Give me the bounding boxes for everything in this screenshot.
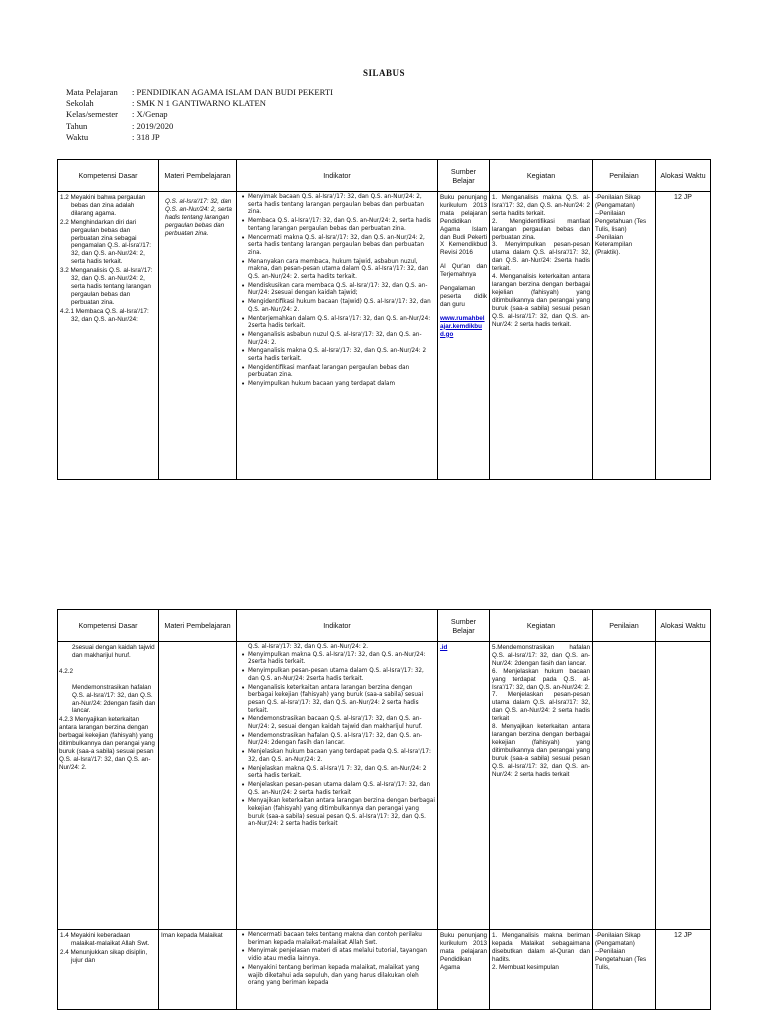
- kd-item: 2.2 Menghindarkan diri dari pergaulan bebas dan perbuatan zina sebagai pengamalan Q.S. al-Isra'/17: 32, dan Q.S. an-Nur/24: 2, serta hadis terkait.: [60, 218, 151, 266]
- penilaian-cell: [593, 642, 656, 930]
- indikator-list: [239, 652, 435, 829]
- table-row: [58, 642, 711, 930]
- kd-item: 1.2 Meyakini bahwa pergaulan bebas dan zina adalah dilarang agama.: [60, 194, 146, 217]
- kegiatan-item: 2. Mengidentifikasi manfaat larangan pergaulan bebas dan perbuatan zina.: [492, 217, 590, 241]
- header-materi: Materi Pembelajaran: [159, 160, 237, 192]
- sumber-link[interactable]: www.rumahbelajar.kemdikbud.go: [440, 314, 485, 338]
- meta-row: [66, 87, 333, 98]
- kegiatan-cell: [490, 930, 593, 1010]
- list-item: • Mengidentifikasi hukum bacaan (tajwid) Q.S. al-Isra'/17: 32, dan Q.S. an-Nur/24: 2.: [248, 299, 435, 314]
- kd-item: 4.2.1 Membaca Q.S. al-Isra'/17: 32, dan Q.S. an-Nur/24:: [60, 307, 149, 323]
- header-alokasi-waktu: Alokasi Waktu: [656, 610, 711, 642]
- kd-item: 1.4 Meyakini keberadaan malaikat-malaikat Allah Swt.: [60, 932, 150, 947]
- kegiatan-item: 5.Mendemonstrasikan hafalan Q.S. al-Isra'/17: 32, dan Q.S. an-Nur/24: 2dengan fasih dan lancar.: [492, 644, 590, 667]
- header-kompetensi-dasar: Kompetensi Dasar: [58, 610, 159, 642]
- list-item: • Menganalisis asbabun nuzul Q.S. al-Isra'/17: 32, dan Q.S. an-Nur/24: 2.: [248, 332, 435, 347]
- header-sumber-belajar: Sumber Belajar: [438, 610, 490, 642]
- header-kegiatan: Kegiatan: [490, 610, 593, 642]
- meta-row: [66, 98, 333, 109]
- list-item: • Mendemonstrasikan hafalan Q.S. al-Isra'/17: 32, dan Q.S. an-Nur/24: 2dengan fasih dan lancar.: [248, 733, 435, 748]
- meta-key: Sekolah: [66, 98, 94, 109]
- header-alokasi-waktu: Alokasi Waktu: [656, 160, 711, 192]
- indikator-cell: [237, 930, 438, 1010]
- list-item: • Menyimpulkan hukum bacaan yang terdapat dalam: [248, 381, 435, 389]
- document-meta: [66, 87, 333, 143]
- list-item: • Menyimpulkan pesan-pesan utama dalam Q.S. al-Isra'/17: 32, dan Q.S. an-Nur/24: 2serta hadis terkait.: [248, 668, 435, 683]
- list-item: • Menyajikan keterkaitan antara larangan berzina dengan berbagai kekejian (fahisyah) yang ditimbulkannya dan perangai yang buruk (saa-a sabila) sesuai pesan Q.S. al-Isra'/17: 32, dan Q.S. an-Nur/24: 2 serta hadis terkait: [248, 798, 435, 829]
- meta-value: : SMK N 1 GANTIWARNO KLATEN: [132, 98, 266, 109]
- syllabus-table-2: [57, 609, 711, 1010]
- header-kompetensi-dasar: Kompetensi Dasar: [58, 160, 159, 192]
- kd-item: 2.4 Menunjukkan sikap disiplin, jujur dan: [60, 948, 148, 964]
- list-item: • Menjelaskan makna Q.S. al-Isra'/1 7: 32, dan Q.S. an-Nur/24: 2 serta hadis terkait.: [248, 766, 435, 781]
- table-row: [58, 192, 711, 480]
- sumber-item: Al Qur'an dan Terjemahnya: [440, 263, 487, 279]
- list-item: • Mencermati makna Q.S. al-Isra'/17: 32, dan Q.S. an-Nur/24: 2, serta hadis tentang larangan pergaulan bebas dan perbuatan zina.: [248, 235, 435, 258]
- header-indikator: Indikator: [237, 610, 438, 642]
- kd-cell: [58, 930, 159, 1010]
- meta-key: Waktu: [66, 131, 89, 142]
- materi-cell: Q.S. al-Isra'/17: 32, dan Q.S. an-Nur/24: 2, serta hadis tentang larangan pergaulan bebas dan perbuatan zina.: [159, 192, 237, 480]
- kegiatan-item: 7. Menjelaskan pesan-pesan utama dalam Q.S. al-Isra'/17: 32, dan Q.S. an-Nur/24: 2 serta hadis terkait: [492, 691, 590, 723]
- penilaian-item: -Penilaian Sikap (Pengamatan): [595, 194, 641, 209]
- document-title: SILABUS: [362, 68, 406, 78]
- meta-value: : X/Genap: [132, 109, 168, 120]
- materi-cell: [159, 642, 237, 930]
- penilaian-item: --Penilaian Pengetahuan (Tes Tulis,: [595, 947, 647, 971]
- indikator-list: [239, 194, 435, 389]
- list-item: • Menyimpulkan makna Q.S. al-Isra'/17: 32, dan Q.S. an-Nur/24: 2serta hadis terkait.: [248, 652, 435, 667]
- list-item: • Membaca Q.S. al-Isra'/17: 32, dan Q.S. an-Nur/24: 2, serta hadis tentang larangan pergaulan bebas dan perbuatan zina.: [248, 218, 435, 233]
- list-item: • Mencermati bacaan teks tentang makna dan contoh perilaku beriman kepada malaikat-malaikat Allah Swt.: [248, 932, 435, 947]
- sumber-link[interactable]: .id: [440, 644, 448, 651]
- list-item: • Menjelaskan pesan-pesan utama dalam Q.S. al-Isra'/17: 32, dan Q.S. an-Nur/24: 2 serta hadis terkait: [248, 782, 435, 797]
- materi-cell: Iman kepada Malaikat: [159, 930, 237, 1010]
- table-header-row: [58, 610, 711, 642]
- header-sumber-belajar: Sumber Belajar: [438, 160, 490, 192]
- header-indikator: Indikator: [237, 160, 438, 192]
- penilaian-item: --Penilaian Pengetahuan (Tes Tulis, lisan): [595, 209, 647, 233]
- list-item: • Menyimak penjelasan materi di atas melalui tutorial, tayangan vidio atau media lainnya.: [248, 948, 435, 963]
- indikator-list: [239, 932, 435, 988]
- kd-item: Mendemonstrasikan hafalan Q.S. al-Isra'/17: 32, dan Q.S. an-Nur/24: 2dengan fasih dan lancar.: [72, 683, 156, 715]
- indikator-cell: [237, 192, 438, 480]
- sumber-cell: [438, 192, 490, 480]
- syllabus-table-1: [57, 159, 711, 480]
- sumber-item: Buku penunjang kurikulum 2013 mata pelajaran Pendidikan Agama: [440, 932, 487, 971]
- kd-item: 4.2.2: [59, 667, 74, 675]
- meta-value: : 318 JP: [132, 131, 160, 142]
- meta-row: [66, 121, 333, 132]
- list-item: • Menganalisis makna Q.S. al-Isra'/17: 32, dan Q.S. an-Nur/24: 2 serta hadis terkait.: [248, 348, 435, 363]
- list-item: • Menyimak bacaan Q.S. al-Isra'/17: 32, dan Q.S. an-Nur/24: 2, serta hadis tentang larangan pergaulan bebas dan perbuatan zina.: [248, 194, 435, 217]
- indikator-cell: [237, 642, 438, 930]
- kd-item: 2sesuai dengan kaidah tajwid dan makharijul huruf.: [72, 644, 155, 659]
- list-item: • Menterjemahkan dalam Q.S. al-Isra'/17: 32, dan Q.S. an-Nur/24: 2serta hadis terkait.: [248, 316, 435, 331]
- meta-value: : PENDIDIKAN AGAMA ISLAM DAN BUDI PEKERTI: [132, 87, 333, 97]
- list-item: • Mendemonstrasikan bacaan Q.S. al-Isra'/17: 32, dan Q.S. an-Nur/24: 2, sesuai dengan kaidah tajwid dan makharijul huruf.: [248, 716, 435, 731]
- penilaian-item: -Penilaian Sikap (Pengamatan): [595, 932, 641, 947]
- sumber-item: Pengalaman peserta didik dan guru: [440, 285, 487, 308]
- list-item: • Menyakini tentang beriman kepada malaikat, malaikat yang wajib diketahui ada sepuluh, dan yang harus dilakukan oleh orang yang beriman kepada: [248, 965, 435, 988]
- kegiatan-cell: [490, 642, 593, 930]
- kd-item: 3.2 Menganalisis Q.S. al-Isra'/17: 32, dan Q.S. an-Nur/24: 2, serta hadis tentang larangan pergaulan bebas dan perbuatan zina.: [60, 267, 153, 306]
- kegiatan-item: 3. Menyimpulkan pesan-pesan utama dalam Q.S. al-Isra'/17: 32, dan Q.S. an-Nur/24: 2serta hadis terkait.: [492, 241, 590, 273]
- kd-item: 4.2.3 Menyajikan keterkaitan antara larangan berzina dengan berbagai kekejian (fahisyah) yang ditimbulkannya dan perangai yang buruk (saa-a sabila) sesuai pesan Q.S. al-Isra'/17: 32, dan Q.S. an-Nur/24: 2.: [59, 716, 155, 771]
- kegiatan-item: 8. Menyajikan keterkaitan antara larangan berzina dengan berbagai kekejian (fahisyah) yang ditimbulkannya dan perangai yang buruk (saa-a sabila) sesuai pesan Q.S. al-Isra'/17: 32, dan Q.S. an-Nur/24: 2 serta hadis terkait: [492, 723, 590, 778]
- header-kegiatan: Kegiatan: [490, 160, 593, 192]
- alokasi-cell: [656, 642, 711, 930]
- meta-row: [66, 132, 333, 143]
- kegiatan-item: 1. Menganalisis makna beriman kepada Malaikat sebagaimana disebutkan dalam al-Quran dan hadits.: [492, 932, 590, 963]
- kegiatan-item: 1. Menganalisis makna Q.S. al-Isra'/17: 32, dan Q.S. an-Nur/24: 2 serta hadits terkait.: [492, 194, 590, 217]
- kd-cell: [58, 192, 159, 480]
- meta-key: Kelas/semester: [66, 109, 119, 120]
- kegiatan-cell: [490, 192, 593, 480]
- sumber-cell: [438, 642, 490, 930]
- penilaian-cell: [593, 192, 656, 480]
- sumber-cell: [438, 930, 490, 1010]
- alokasi-cell: 12 JP: [656, 930, 711, 1010]
- list-item: • Menganalisis keterkaitan antara larangan berzina dengan berbagai kekejian (fahisyah) yang buruk (saa-a sabila) sesuai pesan Q.S. al-Isra'/17: 32, dan Q.S. an-Nur/24: 2 serta hadis terkait.: [248, 685, 435, 716]
- table-header-row: [58, 160, 711, 192]
- meta-value: : 2019/2020: [132, 120, 174, 131]
- kegiatan-item: 6. Menjelaskan hukum bacaan yang terdapat pada Q.S. al-Isra'/17: 32, dan Q.S. an-Nur/24: 2.: [492, 667, 590, 691]
- meta-row: [66, 109, 333, 120]
- meta-key: Tahun: [66, 120, 88, 131]
- header-materi: Materi Pembelajaran: [159, 610, 237, 642]
- sumber-item: Buku penunjang kurikulum 2013 mata pelajaran Pendidikan Agama Islam dan Budi Pekerti X Kemendikbud Revisi 2016: [440, 194, 487, 257]
- table-row: [58, 930, 711, 1010]
- meta-key: Mata Pelajaran: [66, 87, 118, 97]
- list-item: • Mengidentifikasi manfaat larangan pergaulan bebas dan perbuatan zina.: [248, 365, 435, 380]
- penilaian-item: -Penilaian Keterampilan (Praktik).: [595, 233, 633, 257]
- list-item: • Menjelaskan hukum bacaan yang terdapat pada Q.S. al-Isra'/17: 32, dan Q.S. an-Nur/24: 2.: [248, 749, 435, 764]
- kegiatan-item: 4. Menganalisis keterkaitan antara larangan berzina dengan berbagai kejelian (fahisyah) yang ditimbulkannya dan perangai yang buruk (saa-a sabila) sesuai pesan Q.S. al-Isra'/17: 32, dan Q.S. an-Nur/24: 2 serta hadis terkait.: [492, 273, 590, 328]
- list-item: • Menanyakan cara membaca, hukum tajwid, asbabun nuzul, makna, dan pesan-pesan utama dalam Q.S. al-Isra'/17: 32, dan Q.S. an-Nur/24: 2. serta hadits terkait.: [248, 259, 435, 282]
- alokasi-cell: 12 JP: [656, 192, 711, 480]
- header-penilaian: Penilaian: [593, 610, 656, 642]
- header-penilaian: Penilaian: [593, 160, 656, 192]
- indikator-continued: Q.S. al-Isra'/17: 32, dan Q.S. an-Nur/24: 2.: [248, 644, 369, 650]
- list-item: • Mendiskusikan cara membaca Q.S. al-Isra'/17: 32, dan Q.S. an-Nur/24: 2sesuai dengan kaidah tajwid;: [248, 283, 435, 298]
- kegiatan-item: 2. Membuat kesimpulan: [492, 963, 559, 971]
- kd-cell: [58, 642, 159, 930]
- penilaian-cell: [593, 930, 656, 1010]
